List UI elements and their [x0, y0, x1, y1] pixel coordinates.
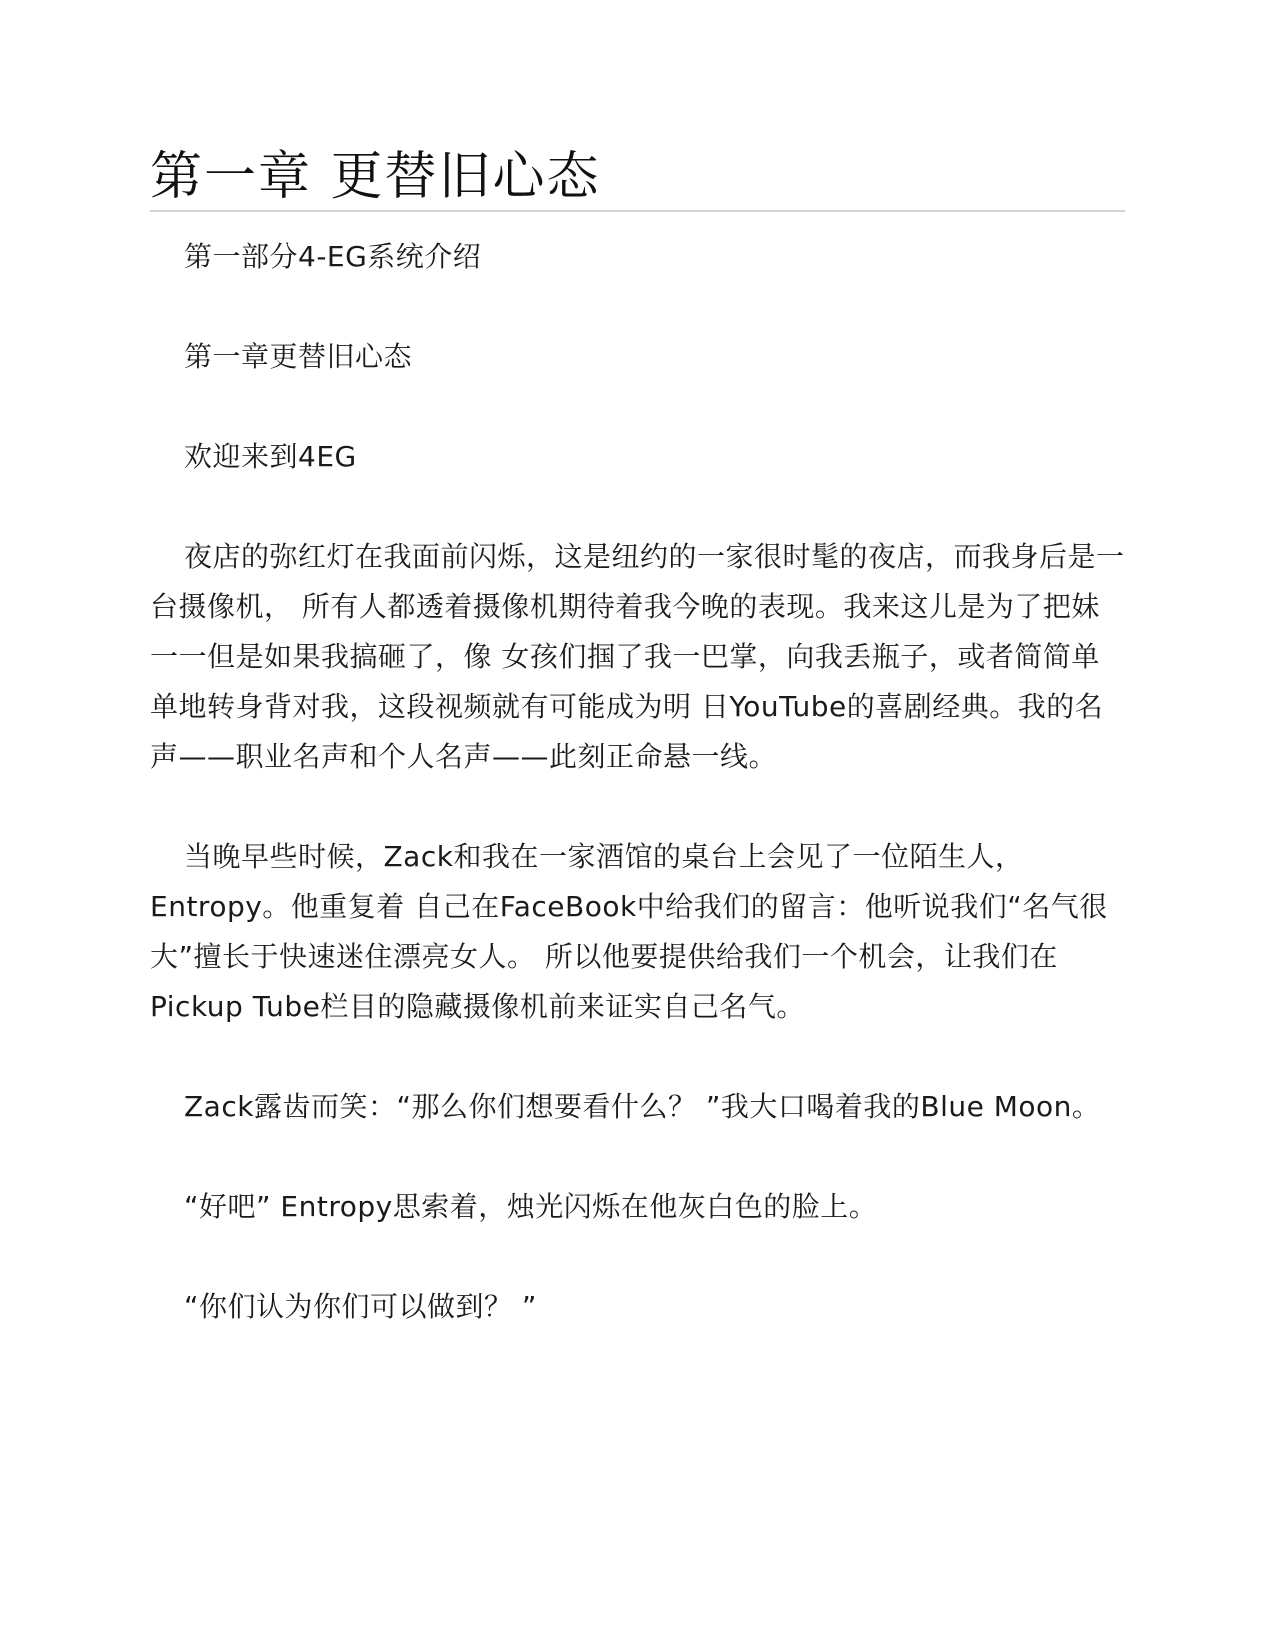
document-body — [150, 232, 1125, 1332]
body-paragraph: “好吧” Entropy思索着，烛光闪烁在他灰白色的脸上。 — [184, 1190, 878, 1223]
chapter-heading: 第一章更替旧心态 — [184, 340, 413, 373]
section-heading: 第一部分4-EG系统介绍 — [184, 240, 482, 273]
document-page — [150, 0, 1125, 1650]
body-paragraph: 当晚早些时候，Zack和我在一家酒馆的桌台上会见了一位陌生人，Entropy。他重复着 自己在FaceBook中给我们的留言：他听说我们“名气很大”擅长于快速迷住漂亮女人。 所以他要提供给我们一个机会，让我们在Pickup Tube栏目的隐藏摄像机前来证实自己名气。 — [150, 840, 1108, 1023]
title-divider — [150, 210, 1125, 212]
subheading: 欢迎来到4EG — [184, 440, 357, 473]
body-paragraph: 夜店的弥红灯在我面前闪烁，这是纽约的一家很时髦的夜店，而我身后是一台摄像机， 所有人都透着摄像机期待着我今晚的表现。我来这儿是为了把妹一一但是如果我搞砸了，像 女孩们掴了我一巴掌，向我丢瓶子，或者简简单单地转身背对我，这段视频就有可能成为明 日YouTube的喜剧经典。我的名声——职业名声和个人名声——此刻正命悬一线。 — [150, 540, 1125, 773]
body-paragraph: Zack露齿而笑：“那么你们想要看什么？ ”我大口喝着我的Blue Moon。 — [184, 1090, 1101, 1123]
chapter-title: 第一章 更替旧心态 — [150, 147, 601, 207]
body-paragraph: “你们认为你们可以做到？ ” — [184, 1290, 537, 1323]
